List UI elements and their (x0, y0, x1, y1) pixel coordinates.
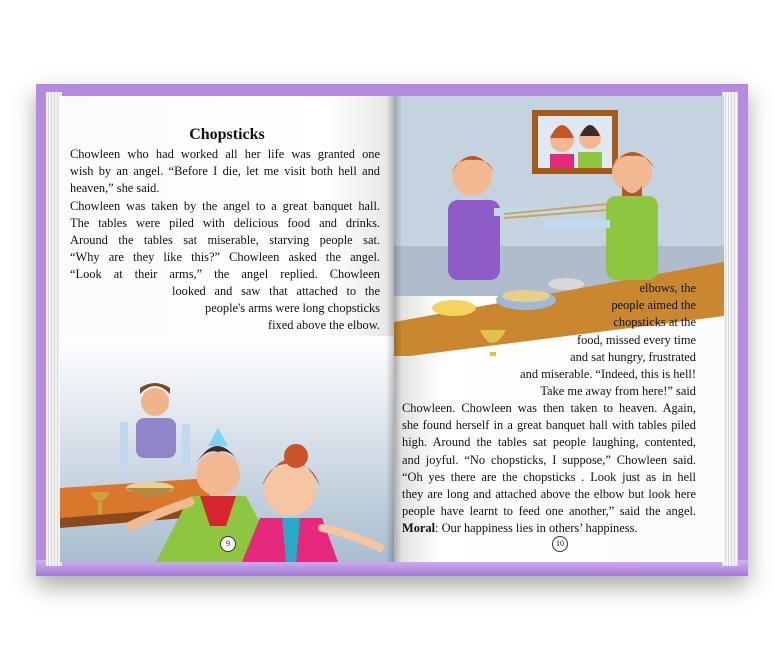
text-line: and joyful. “No chopsticks, I suppose,” Chowleen said. (402, 452, 696, 467)
illustration-hell-banquet (60, 266, 394, 562)
text-line: people aimed the (611, 298, 696, 313)
right-page (394, 96, 724, 562)
story-title: Chopsticks (189, 126, 265, 143)
text-line: she found herself in a great banquet hall with tables piled (402, 418, 696, 433)
book-gutter (386, 96, 402, 562)
text-line: wish by an angel. “Before I die, let me visit both hell and (70, 164, 380, 179)
text-line: and sat hungry, frustrated (570, 349, 696, 364)
text-line: people have learnt to feed one another,” said the angel. (402, 504, 696, 519)
text-line: people's arms were long chopsticks (205, 301, 380, 316)
left-page (60, 96, 394, 562)
left-page-text (70, 146, 380, 284)
text-line: Take me away from here!” said (540, 384, 696, 399)
text-line: The tables were piled with delicious food and drinks. (70, 215, 380, 230)
text-line: Chowleen who had worked all her life was granted one (70, 147, 380, 161)
book-cover-edge (36, 560, 748, 576)
text-line: Chowleen. Chowleen was then taken to heaven. Again, (402, 401, 696, 415)
text-line: and miserable. “Indeed, this is hell! (520, 367, 696, 382)
text-line: looked and saw that attached to the (172, 284, 380, 298)
page-number: 10 (552, 536, 568, 552)
moral-text: : Our happiness lies in others’ happiness. (435, 521, 638, 536)
text-line: “Look at their arms,” the angel replied. Chowleen (70, 267, 380, 282)
text-line: high. Around the tables sat people laughing, contented, (402, 435, 696, 450)
text-line: they are long and attached above the elbow but look here (402, 487, 696, 502)
text-line: chopsticks at the (613, 315, 696, 330)
text-line: Around the tables sat miserable, starving people sat. (70, 233, 380, 248)
text-line: “Why are they like this?” Chowleen asked the angel. (70, 250, 380, 265)
page-stack-right (722, 92, 738, 566)
moral-label: Moral (402, 521, 436, 536)
text-line: food, missed every time (576, 332, 696, 347)
text-line: Chowleen was taken by the angel to a great banquet hall. (70, 198, 380, 213)
text-line: fixed above the elbow. (267, 318, 380, 333)
page-number: 9 (220, 536, 236, 552)
text-line: heaven,” she said. (70, 181, 160, 196)
text-line: “Oh yes there are the chopsticks . Look just as in hell (402, 469, 696, 484)
moral-line (402, 520, 696, 537)
text-line: elbows, the (639, 281, 696, 295)
right-page-side-text (490, 280, 696, 400)
right-page-text (402, 400, 696, 538)
